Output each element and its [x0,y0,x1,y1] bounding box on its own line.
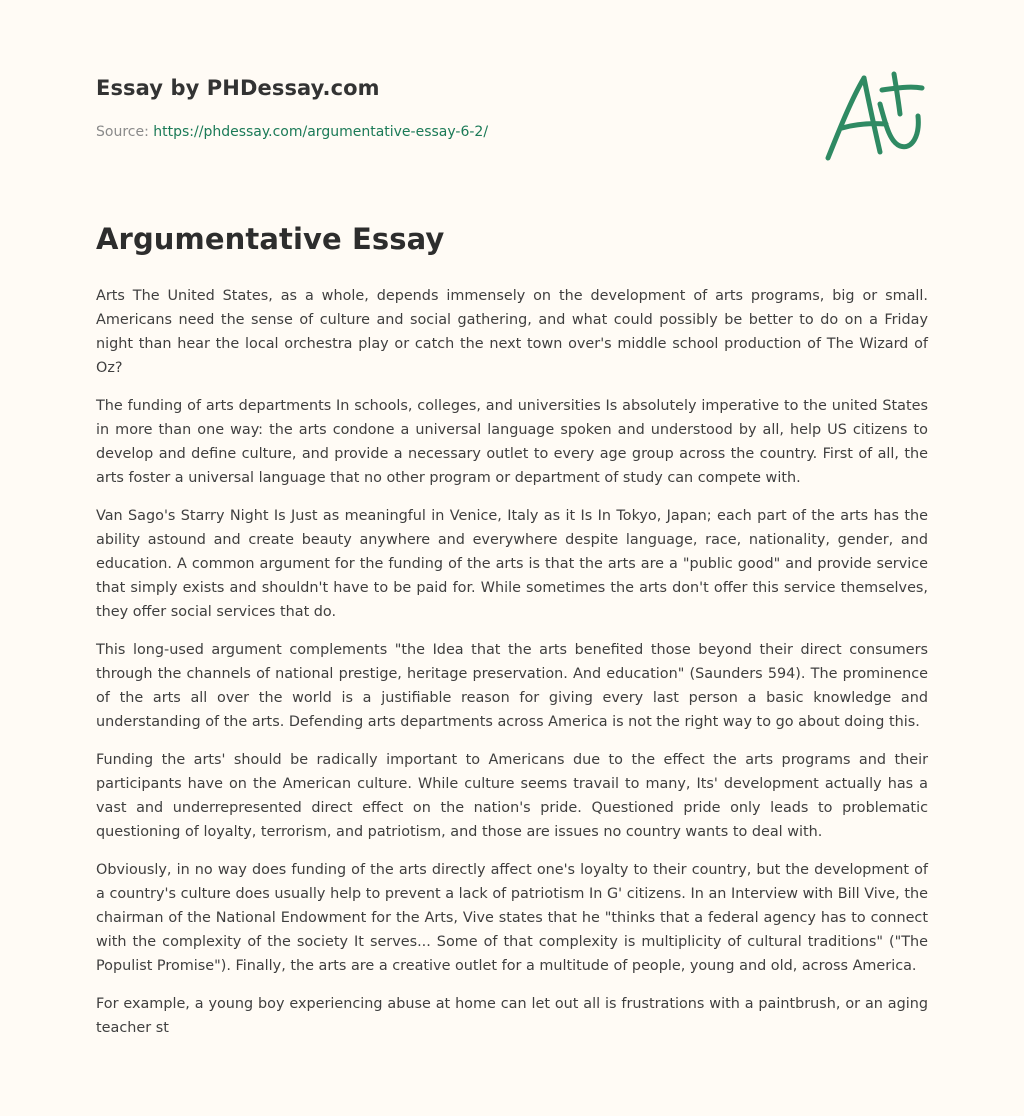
essay-paragraph: This long-used argument complements "the Idea that the arts benefited those beyond their direct consumers through the channels of national prestige, heritage preservation. And education" (Saunders 594). The prominence of the arts all over the world is a justifiable reason for giving every last person a basic knowledge and understanding of the arts. Defending arts departments across America is not the right way to go about doing this. [96,642,928,730]
essay-title: Argumentative Essay [96,222,445,256]
essay-paragraph: Funding the arts' should be radically important to Americans due to the effect the arts programs and their participants have on the American culture. While culture seems travail to many, Its' development actually has a vast and underrepresented direct effect on the nation's pride. Questioned pride only leads to problematic questioning of loyalty, terrorism, and patriotism, and those are issues no country wants to deal with. [96,752,928,840]
source-link[interactable]: https://phdessay.com/argumentative-essay-6-2/ [153,124,489,140]
essay-paragraph: For example, a young boy experiencing abuse at home can let out all is frustrations with a paintbrush, or an aging teacher st [96,996,928,1036]
source-line [96,124,488,140]
source-label: Source: [96,124,149,140]
essay-paragraph: Obviously, in no way does funding of the arts directly affect one's loyalty to their country, but the development of a country's culture does usually help to prevent a lack of patriotism In G' citizens. In an Interview with Bill Vive, the chairman of the National Endowment for the Arts, Vive states that he "thinks that a federal agency has to connect with the complexity of the society It serves... Some of that complexity is multiplicity of cultural traditions" ("The Populist Promise"). Finally, the arts are a creative outlet for a multitude of people, young and old, across America. [96,862,928,974]
essay-body [96,284,928,1054]
essay-paragraph: The funding of arts departments In schools, colleges, and universities Is absolutely imperative to the united States in more than one way: the arts condone a universal language spoken and understood by all, help US citizens to develop and define culture, and provide a necessary outlet to every age group across the country. First of all, the arts foster a universal language that no other program or department of study can compete with. [96,398,928,486]
a-plus-logo-icon [820,68,930,164]
essay-paragraph: Arts The United States, as a whole, depends immensely on the development of arts programs, big or small. Americans need the sense of culture and social gathering, and what could possibly be better to do on a Friday night than hear the local orchestra play or catch the next town over's middle school production of The Wizard of Oz? [96,288,928,376]
site-title: Essay by PHDessay.com [96,76,380,100]
essay-paragraph: Van Sago's Starry Night Is Just as meaningful in Venice, Italy as it Is In Tokyo, Japan; each part of the arts has the ability astound and create beauty anywhere and everywhere despite language, race, nationality, gender, and education. A common argument for the funding of the arts is that the arts are a "public good" and provide service that simply exists and shouldn't have to be paid for. While sometimes the arts don't offer this service themselves, they offer social services that do. [96,508,928,620]
